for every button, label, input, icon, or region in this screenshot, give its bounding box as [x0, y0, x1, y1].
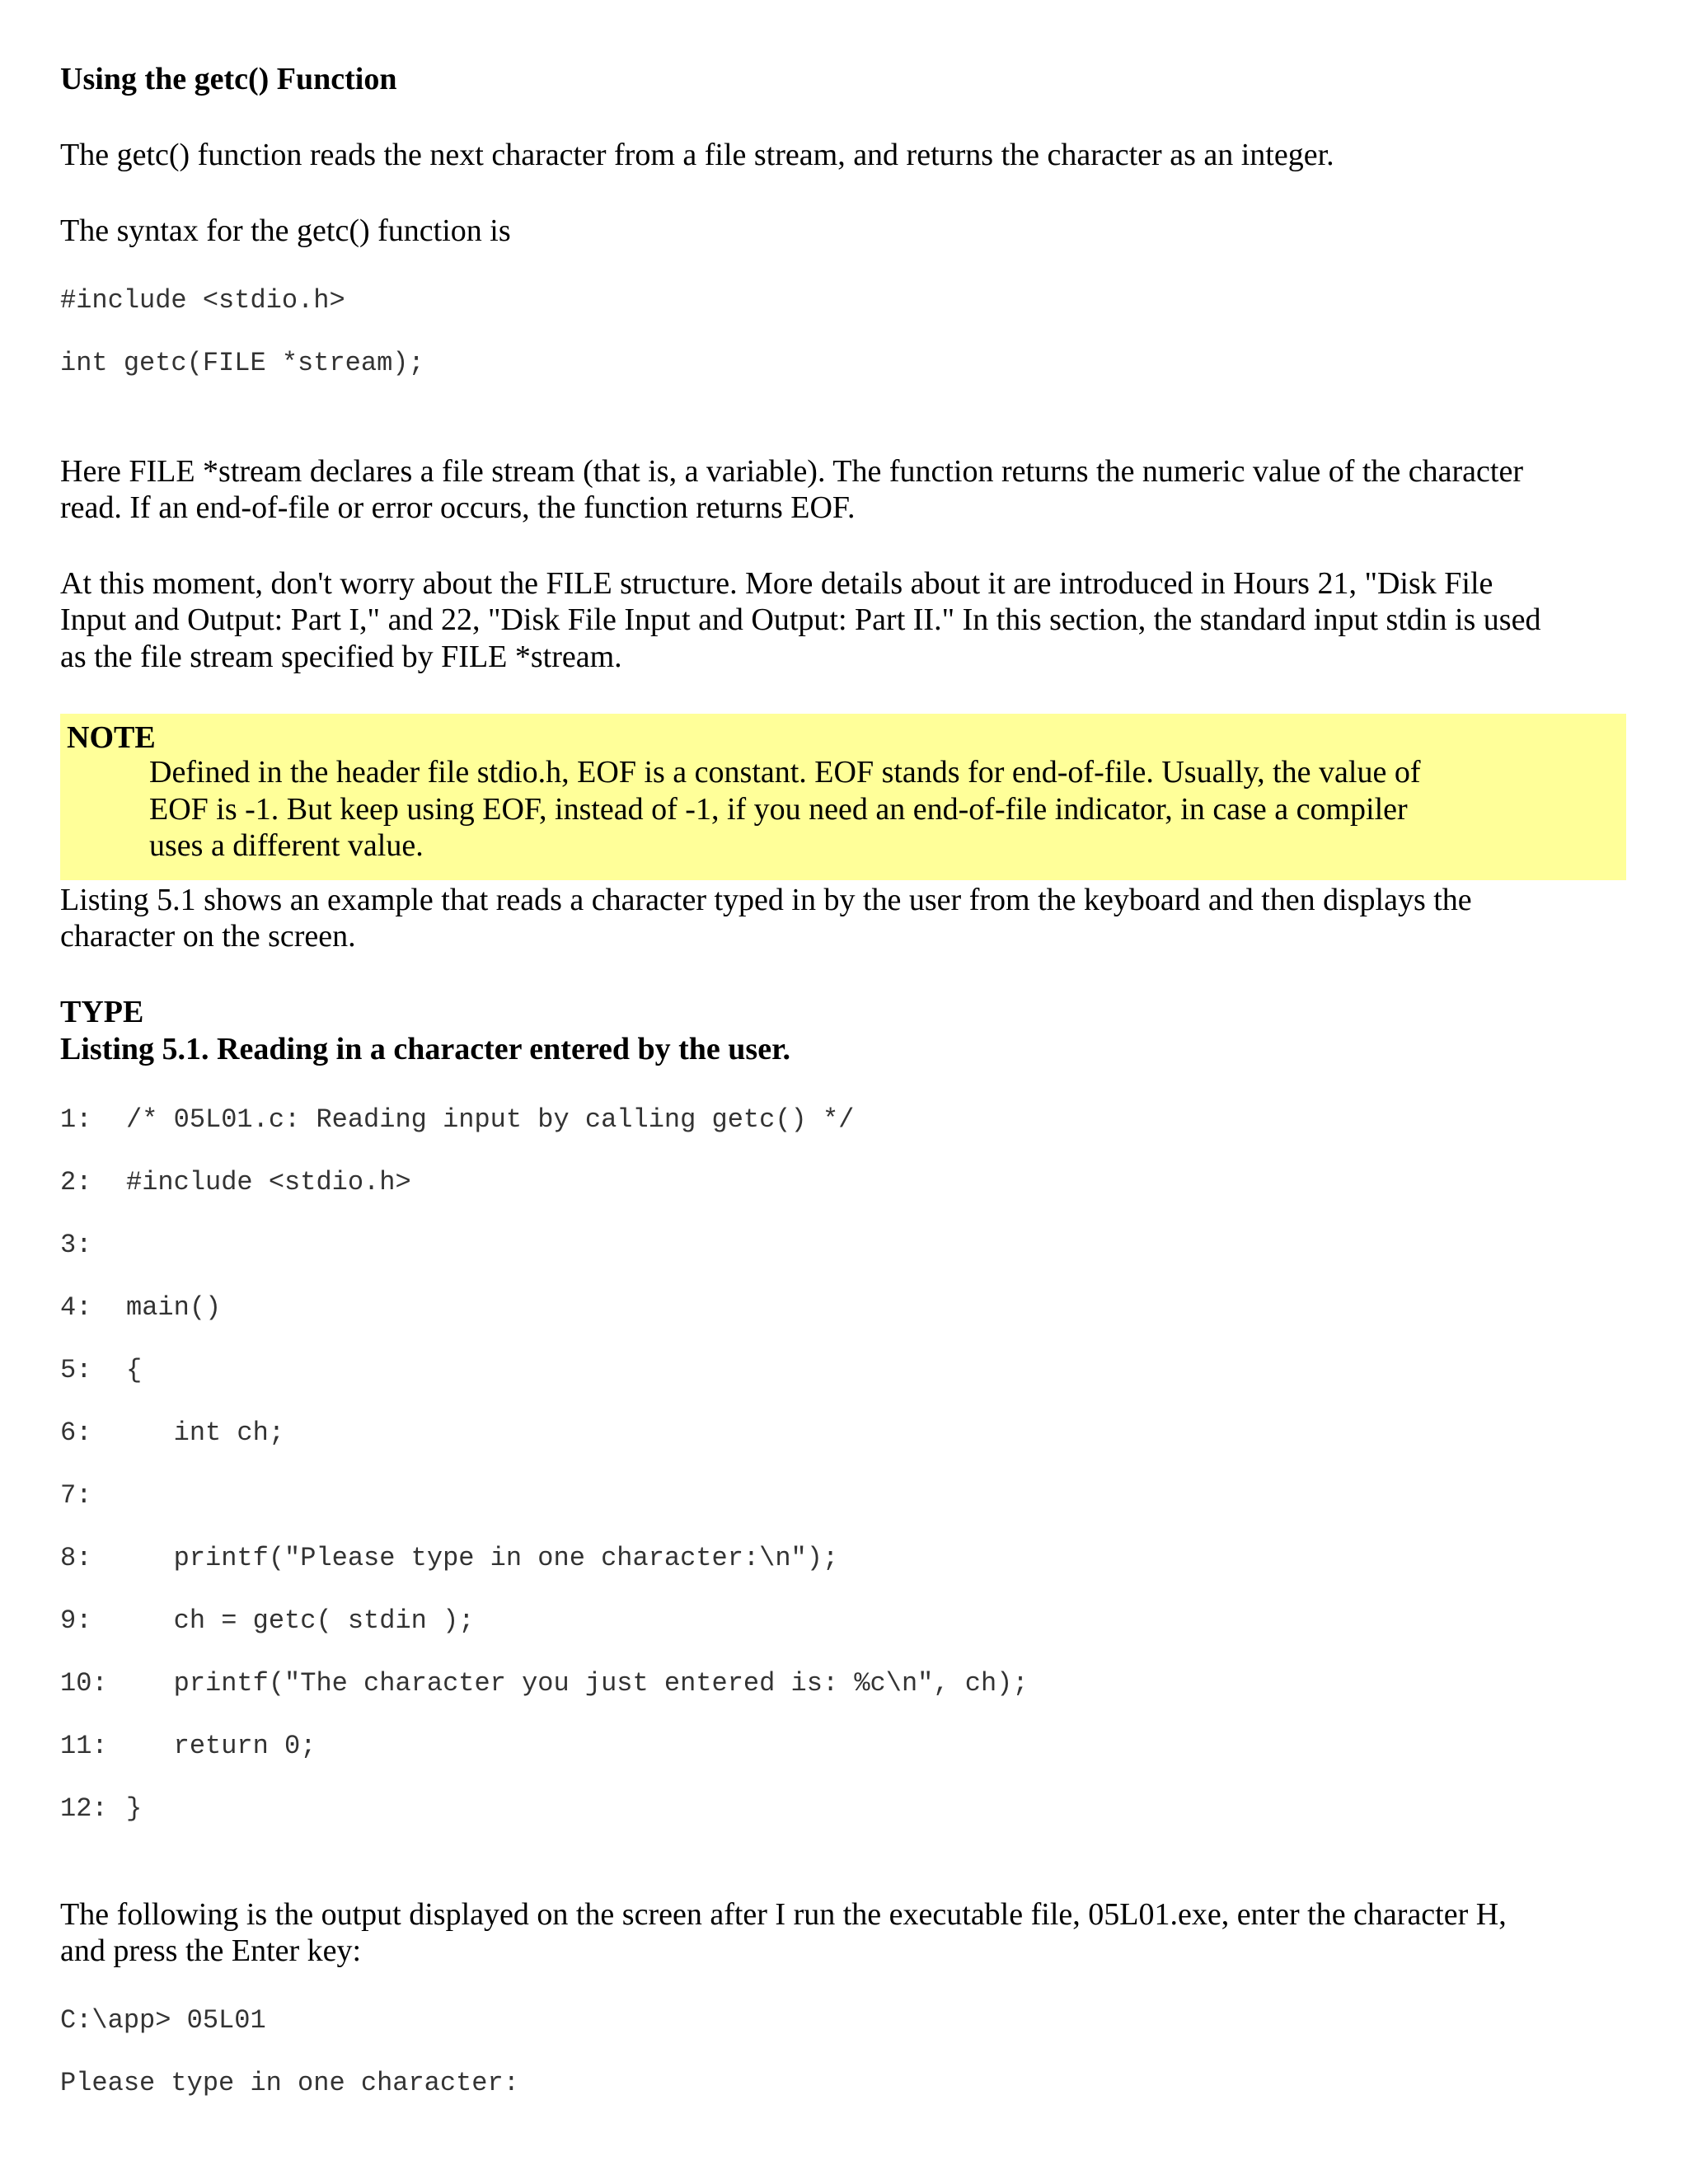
line-code: ch = getc( stdin ); [126, 1605, 475, 1636]
code-line [60, 1229, 126, 1262]
type-label: TYPE [60, 995, 144, 1029]
syntax-code-include: #include <stdio.h> [60, 285, 345, 316]
section-heading: Using the getc() Function [60, 62, 397, 96]
code-line [60, 1166, 411, 1199]
line-number: 1: [60, 1104, 92, 1135]
code-line [60, 1605, 474, 1638]
line-code: /* 05L01.c: Reading input by calling getc() */ [126, 1104, 855, 1135]
line-code: } [126, 1793, 143, 1824]
syntax-code-signature: int getc(FILE *stream); [60, 348, 424, 378]
paragraph-file-line-1: At this moment, don't worry about the FILE structure. More details about it are introduced in Hours 21, "Disk File [60, 566, 1493, 601]
note-line-2: EOF is -1. But keep using EOF, instead of -1, if you need an end-of-file indicator, in case a compiler [149, 791, 1408, 827]
line-number: 9: [60, 1605, 92, 1636]
code-line [60, 1291, 221, 1324]
note-title: NOTE [67, 720, 156, 755]
note-line-3: uses a different value. [149, 828, 424, 863]
line-number: 12: [60, 1793, 108, 1824]
code-line [60, 1793, 142, 1825]
line-number: 8: [60, 1543, 92, 1573]
paragraph-stream-line-2: read. If an end-of-file or error occurs, the function returns EOF. [60, 490, 856, 525]
syntax-intro: The syntax for the getc() function is [60, 213, 511, 248]
intro-paragraph: The getc() function reads the next character from a file stream, and returns the character as an integer. [60, 138, 1334, 172]
paragraph-file-line-3: as the file stream specified by FILE *stream. [60, 640, 622, 674]
paragraph-stream-line-1: Here FILE *stream declares a file stream (that is, a variable). The function returns the numeric value of the character [60, 454, 1523, 489]
output-line-prompt: Please type in one character: [60, 2068, 519, 2098]
code-line [60, 1417, 284, 1450]
line-number: 5: [60, 1355, 92, 1385]
output-intro-line-2: and press the Enter key: [60, 1933, 362, 1968]
listing-intro-line-2: character on the screen. [60, 919, 356, 954]
code-line [60, 1542, 838, 1575]
code-line [60, 1354, 142, 1387]
line-code: { [126, 1355, 143, 1385]
line-number: 6: [60, 1418, 92, 1448]
note-body [149, 754, 1567, 865]
line-number: 4: [60, 1292, 92, 1323]
code-line [60, 1730, 316, 1763]
line-number: 7: [60, 1480, 92, 1511]
listing-intro-line-1: Listing 5.1 shows an example that reads a character typed in by the user from the keyboard and then displays the [60, 883, 1472, 917]
output-line-command: C:\app> 05L01 [60, 2005, 266, 2036]
line-number: 2: [60, 1167, 92, 1197]
code-line [60, 1479, 126, 1512]
line-number: 3: [60, 1230, 92, 1260]
code-line [60, 1667, 1029, 1700]
note-line-1: Defined in the header file stdio.h, EOF is a constant. EOF stands for end-of-file. Usually, the value of [149, 755, 1421, 790]
line-code: return 0; [126, 1731, 316, 1761]
line-code: #include <stdio.h> [126, 1167, 411, 1197]
listing-title: Listing 5.1. Reading in a character entered by the user. [60, 1032, 790, 1066]
paragraph-file-line-2: Input and Output: Part I," and 22, "Disk File Input and Output: Part II." In this section, the standard input stdin is used [60, 602, 1541, 637]
line-code: printf("The character you just entered is: %c\n", ch); [126, 1668, 1029, 1699]
code-line [60, 1104, 854, 1137]
output-intro-line-1: The following is the output displayed on the screen after I run the executable file, 05L01.exe, enter the character H, [60, 1897, 1507, 1932]
line-number: 10: [60, 1668, 108, 1699]
line-code: main() [126, 1292, 222, 1323]
line-code: printf("Please type in one character:\n"); [126, 1543, 839, 1573]
note-box [60, 714, 1626, 880]
line-code: int ch; [126, 1418, 285, 1448]
line-number: 11: [60, 1731, 108, 1761]
